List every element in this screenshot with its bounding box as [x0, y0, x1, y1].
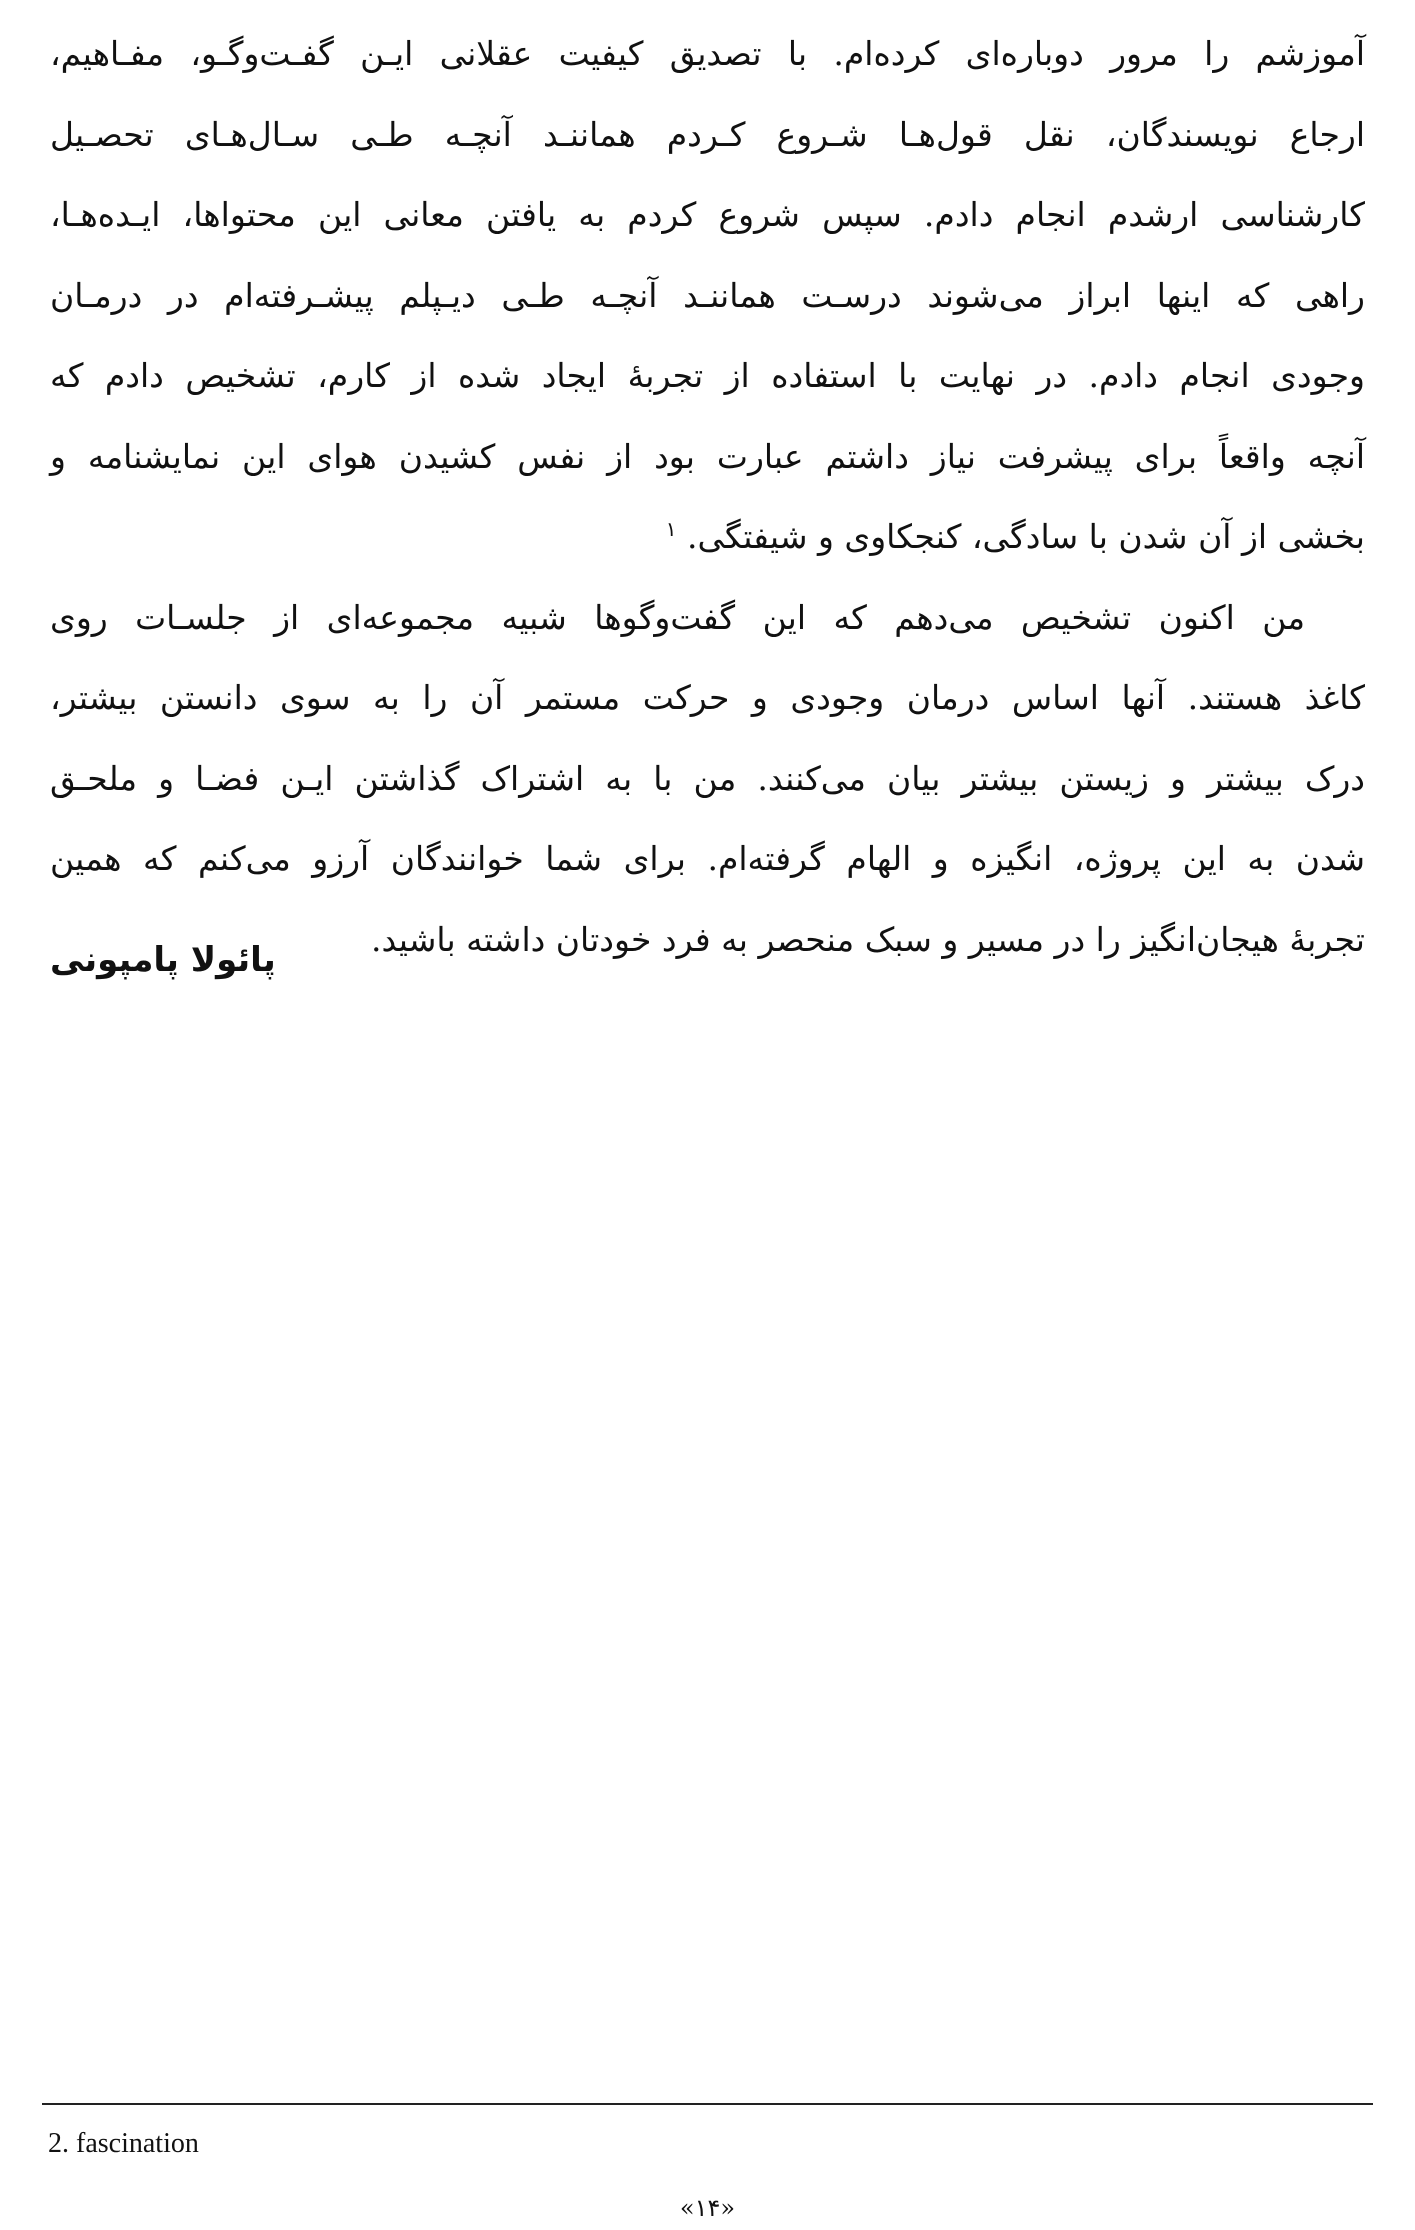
text-line: شدن به این پروژه، انگیزه و الهام گرفته‌ام. برای شما خوانندگان آرزو می‌کنم که همین — [50, 839, 1365, 878]
text-line: وجودی انجام دادم. در نهایت با استفاده از تجربهٔ ایجاد شده از کارم، تشخیص دادم که — [50, 356, 1365, 395]
text-line: تجربهٔ هیجان‌انگیز را در مسیر و سبک منحصر به فرد خودتان داشته باشید. — [371, 919, 1365, 959]
footnote: 2. fascination — [48, 2128, 199, 2159]
paragraph-1 — [50, 14, 1365, 578]
text-line: کاغذ هستند. آنها اساس درمان وجودی و حرکت مستمر آن را به سوی دانستن بیشتر، — [50, 678, 1365, 717]
text-line: راهی که اینها ابراز می‌شوند درسـت هماننـد آنچـه طـی دیـپلم پیشـرفته‌ام در درمـان — [50, 275, 1365, 315]
page-number: «۱۴» — [679, 2194, 736, 2222]
footnote-divider — [42, 2103, 1373, 2105]
text-line: بخشی از آن شدن با سادگی، کنجکاوی و شیفتگی. $^۱$ — [665, 517, 1365, 556]
text-line: کارشناسی ارشدم انجام دادم. سپس شروع کردم به یافتن معانی این محتواها، ایـده‌هـا، — [50, 195, 1365, 234]
author-signature: پائولا پامپونی — [50, 940, 276, 980]
footnote-reference: ۱ — [665, 517, 677, 541]
text-line: آموزشم را مرور دوباره‌ای کرده‌ام. با تصدیق کیفیت عقلانی ایـن گفـت‌وگـو، مفـاهیم، — [50, 34, 1365, 73]
text-line-content: بخشی از آن شدن با سادگی، کنجکاوی و شیفتگی — [697, 517, 1365, 556]
text-line: آنچه واقعاً برای پیشرفت نیاز داشتم عبارت بود از نفس کشیدن هوای این نمایشنامه و — [50, 436, 1365, 476]
body-text — [50, 14, 1365, 980]
text-line: من اکنون تشخیص می‌دهم که این گفت‌وگوها شبیه مجموعه‌ای از جلسـات روی — [50, 597, 1305, 637]
text-line: ارجاع نویسندگان، نقل قول‌هـا شـروع کـردم هماننـد آنچـه طـی سـال‌هـای تحصـیل — [50, 114, 1365, 154]
text-line: درک بیشتر و زیستن بیشتر بیان می‌کنند. من با به اشتراک گذاشتن ایـن فضـا و ملحـق — [50, 758, 1365, 798]
paragraph-2 — [50, 578, 1365, 981]
